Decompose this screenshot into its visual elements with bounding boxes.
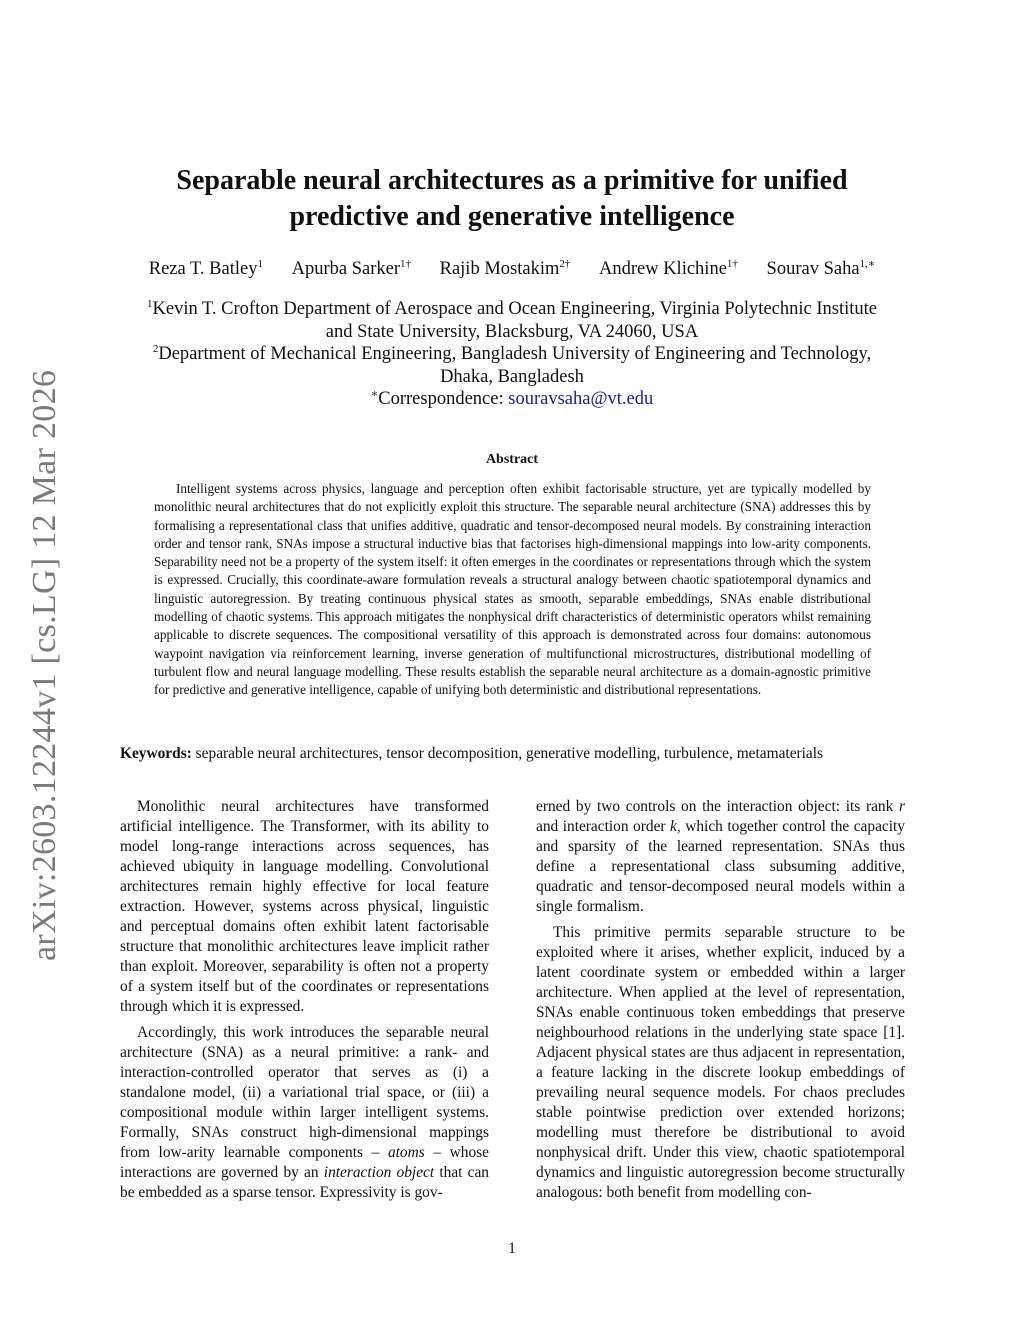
keywords <box>120 744 904 764</box>
affiliation-line: Kevin T. Crofton Department of Aerospace and Ocean Engineering, Virginia Polytechnic Institute <box>152 299 877 319</box>
author-mark: 1† <box>399 258 411 270</box>
author <box>149 257 263 281</box>
author-list <box>120 257 904 281</box>
affiliation-1 <box>110 298 914 321</box>
correspondence-label: Correspondence: <box>378 389 509 410</box>
author <box>599 257 738 281</box>
abstract-heading: Abstract <box>485 452 539 467</box>
affiliation-mark: 2 <box>152 343 159 356</box>
page-number: 1 <box>508 1240 516 1257</box>
author-mark: 1 <box>257 258 263 270</box>
author <box>767 257 876 281</box>
author <box>440 257 571 281</box>
author-name: Rajib Mostakim <box>439 259 560 279</box>
affiliation-line: Department of Mechanical Engineering, Bangladesh University of Engineering and Technology, <box>158 344 872 365</box>
paper-title <box>120 163 904 235</box>
emphasis-interaction-object: interaction object <box>323 1164 435 1181</box>
abstract-text: Intelligent systems across physics, language and perception often exhibit factorisable structure, yet are typically modelled by monolithic neural architectures that do not explicitly exploit this structure. The separable neural architecture (SNA) addresses this by formalising a representational class that unifies additive, quadratic and tensor-decomposed neural models. By constraining interaction order and tensor rank, SNAs impose a structural inductive bias that factorises high-dimensional mappings into low-arity components. Separability need not be a property of the system itself: it often emerges in the coordinates or representations through which the system is expressed. Crucially, this coordinate-aware formulation reveals a structural analogy between chaotic spatiotemporal dynamics and linguistic autoregression. By treating continuous physical states as smooth, separable embeddings, SNAs enable distributional modelling of chaotic systems. This approach mitigates the nonphysical drift characteristics of deterministic operators whilst remaining applicable to discrete sequences. The compositional versatility of this approach is demonstrated across four domains: autonomous waypoint navigation via reinforcement learning, inverse generation of multifunctional microstructures, distributional modelling of turbulent flow and neural language modelling. These results establish the separable neural architecture as a domain-agnostic primitive for predictive and generative intelligence, capable of unifying both deterministic and distributional representations. <box>154 481 871 698</box>
text-run: that can be embedded as a sparse tensor. Expressivity is gov- <box>120 1164 489 1201</box>
correspondence <box>110 388 914 411</box>
body-column-right <box>536 797 905 1203</box>
body-paragraph <box>120 1023 489 1203</box>
author <box>292 257 411 281</box>
affiliation-2 <box>110 343 914 366</box>
author-mark: 1,∗ <box>859 258 876 270</box>
body-paragraph: Monolithic neural architectures have transformed artificial intelligence. The Transformer, with its ability to model long-range interactions across sequences, has achieved ubiquity in language modelling. Convolutional architectures remain highly effective for local feature extraction. However, systems across physical, linguistic and perceptual domains often exhibit latent factorisable structure that monolithic architectures leave implicit rather than exploit. Moreover, separability is often not a property of a system itself but of the coordinates or representations through which it is expressed. <box>120 798 489 1015</box>
emphasis-atoms: atoms <box>387 1144 425 1161</box>
body-paragraph: This primitive permits separable structure to be exploited where it arises, whether explicit, induced by a latent coordinate system or embedded within a larger architecture. When applied at the level of representation, SNAs enable continuous token embeddings that preserve neighbourhood relations in the underlying state space [1]. Adjacent physical states are thus adjacent in representation, a feature lacking in the discrete lookup embeddings of prevailing neural sequence models. For chaos precludes stable pointwise prediction over extended horizons; modelling must therefore be distributional to avoid nonphysical drift. Under this view, chaotic spatiotemporal dynamics and linguistic autoregression become structurally analogous: both benefit from modelling con- <box>536 924 905 1201</box>
title-line: Separable neural architectures as a primitive for unified <box>176 165 848 196</box>
title-line: predictive and generative intelligence <box>289 201 735 232</box>
arxiv-identifier: arXiv:2603.12244v1 [cs.LG] 12 Mar 2026 <box>26 369 63 961</box>
math-variable: r <box>899 798 905 815</box>
author-name: Sourav Saha <box>766 259 860 279</box>
author-mark: 1† <box>726 258 738 270</box>
author-name: Andrew Klichine <box>598 259 727 279</box>
correspondence-email-link[interactable]: souravsaha@vt.edu <box>508 389 654 410</box>
author-mark: 2† <box>559 258 571 270</box>
body-paragraph <box>536 797 905 917</box>
keywords-label: Keywords: <box>120 745 192 762</box>
affiliation-line: and State University, Blacksburg, VA 24060, USA <box>325 321 699 342</box>
correspondence-mark: ∗ <box>370 388 379 401</box>
affiliation-mark: 1 <box>147 298 153 310</box>
text-run: – whose interactions are governed by an <box>120 1144 489 1181</box>
math-variable: k <box>670 818 677 835</box>
author-name: Reza T. Batley <box>148 259 258 279</box>
affiliations <box>110 298 914 411</box>
text-run: , which together control the capacity and sparsity of the learned representation. SNAs thus define a representational class subsuming additive, quadratic and tensor-decomposed neural models within a single formalism. <box>536 818 905 915</box>
affiliation-line: Dhaka, Bangladesh <box>440 366 584 387</box>
author-name: Apurba Sarker <box>291 259 400 279</box>
keywords-text: separable neural architectures, tensor decomposition, generative modelling, turbulence, metamaterials <box>191 745 824 762</box>
text-run: Accordingly, this work introduces the separable neural architecture (SNA) as a neural primitive: a rank- and interaction-controlled operator that serves as (i) a standalone model, (ii) a variational trial space, or (iii) a compositional module within larger intelligent systems. Formally, SNAs construct high-dimensional mappings from low-arity learnable components – <box>120 1024 489 1161</box>
body-column-left <box>120 797 489 1203</box>
text-run: and interaction order <box>536 818 671 835</box>
text-run: erned by two controls on the interaction object: its rank <box>536 798 899 815</box>
